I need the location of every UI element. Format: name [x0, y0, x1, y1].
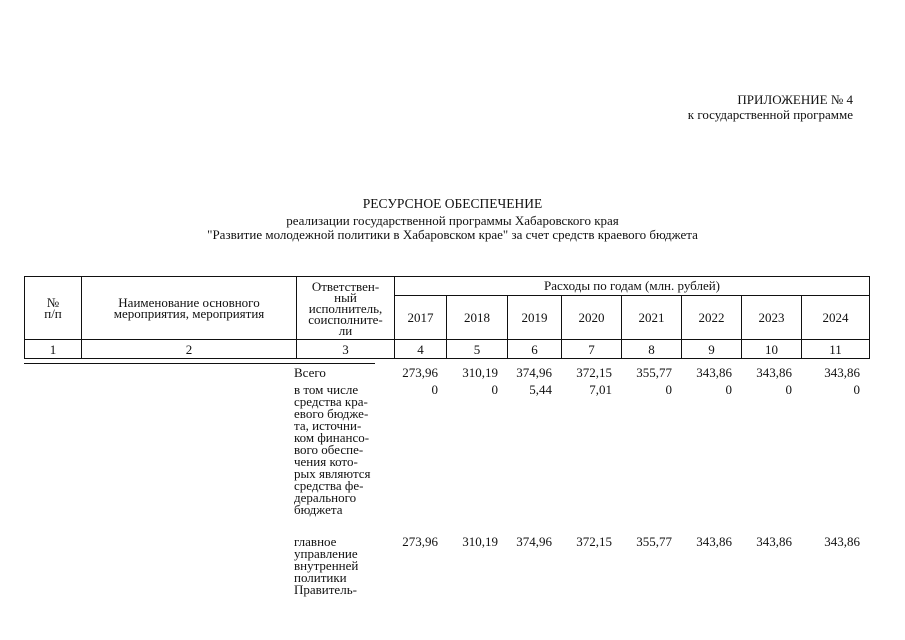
column-number: 3: [297, 340, 395, 359]
row-total-2018: 310,19: [462, 365, 498, 380]
row-executor-2019: 374,96: [516, 534, 552, 549]
header-num-line1: №: [46, 295, 60, 310]
row-total-2023: 343,86: [756, 365, 792, 380]
row-total-2022: 343,86: [696, 365, 732, 380]
row-executor-2018: 310,19: [462, 534, 498, 549]
row-total-2017: 273,96: [402, 365, 438, 380]
label-line: средства фе-: [294, 478, 364, 493]
row-total-label: Всего: [294, 365, 326, 380]
label-line: Правитель-: [294, 582, 357, 597]
row-federal-label: [294, 384, 394, 516]
header-year-2024: 2024: [802, 296, 870, 340]
column-number: 1: [25, 340, 82, 359]
row-total-2019: 374,96: [516, 365, 552, 380]
row-executor-2022: 343,86: [696, 534, 732, 549]
label-line: рых являются: [294, 466, 371, 481]
label-line: политики: [294, 570, 347, 585]
label-line: дерального: [294, 490, 357, 505]
row-total-2024: 343,86: [824, 365, 860, 380]
row-federal-2024: 0: [853, 382, 860, 397]
label-line: евого бюдже-: [294, 406, 369, 421]
row-executor-2017: 273,96: [402, 534, 438, 549]
label-line: внутренней: [294, 558, 359, 573]
header-executor-line: соисполните-: [308, 311, 383, 327]
header-num-line2: п/п: [44, 306, 62, 321]
annex-header: [688, 92, 853, 122]
label-line: в том числе: [294, 382, 359, 397]
header-year-2019: 2019: [508, 296, 562, 340]
row-executor-2021: 355,77: [636, 534, 672, 549]
header-year-2020: 2020: [562, 296, 622, 340]
header-executor: [297, 277, 395, 340]
header-year-2018: 2018: [447, 296, 508, 340]
label-line: бюджета: [294, 502, 343, 517]
document-subtitle-line2: "Развитие молодежной политики в Хабаровском крае" за счет средств краевого бюджета: [207, 227, 698, 242]
row-federal-2020: 7,01: [589, 382, 612, 397]
row-federal-2019: 5,44: [529, 382, 552, 397]
header-name-line2: мероприятия, мероприятия: [113, 306, 265, 321]
column-number: 8: [622, 340, 682, 359]
row-executor-2024: 343,86: [824, 534, 860, 549]
row-federal-2017: 0: [431, 382, 438, 397]
row-executor-2020: 372,15: [576, 534, 612, 549]
row-total-2021: 355,77: [636, 365, 672, 380]
column-number: 6: [508, 340, 562, 359]
header-num: [25, 277, 82, 340]
header-name-line1: Наименование основного: [118, 295, 260, 310]
label-line: вого обеспе-: [294, 442, 364, 457]
column-number: 4: [395, 340, 447, 359]
column-number: 11: [802, 340, 870, 359]
header-year-2021: 2021: [622, 296, 682, 340]
annex-subtitle: к государственной программе: [687, 107, 853, 122]
row-divider: [24, 363, 375, 364]
column-number: 9: [682, 340, 742, 359]
label-line: чения кото-: [294, 454, 358, 469]
resource-table-header: [24, 276, 870, 359]
header-name: [82, 277, 297, 340]
row-federal-2023: 0: [785, 382, 792, 397]
row-federal-2018: 0: [491, 382, 498, 397]
row-executor-label: [294, 536, 394, 596]
annex-title: ПРИЛОЖЕНИЕ № 4: [737, 92, 853, 107]
header-expenses: Расходы по годам (млн. рублей): [395, 277, 870, 296]
header-year-2022: 2022: [682, 296, 742, 340]
row-federal-2022: 0: [725, 382, 732, 397]
document-subtitle-line1: реализации государственной программы Хабаровского края: [286, 213, 619, 228]
header-executor-line: Ответствен-: [311, 278, 380, 294]
document-title: РЕСУРСНОЕ ОБЕСПЕЧЕНИЕ: [362, 196, 543, 211]
header-year-2017: 2017: [395, 296, 447, 340]
header-executor-line: ли: [338, 322, 353, 338]
header-year-2023: 2023: [742, 296, 802, 340]
header-executor-line: исполнитель,: [308, 300, 383, 316]
label-line: главное: [294, 534, 337, 549]
label-line: ком финансо-: [294, 430, 370, 445]
label-line: та, источни-: [294, 418, 362, 433]
column-number: 10: [742, 340, 802, 359]
label-line: управление: [294, 546, 358, 561]
column-number: 7: [562, 340, 622, 359]
header-executor-line: ный: [334, 289, 357, 305]
column-number: 2: [82, 340, 297, 359]
row-executor-2023: 343,86: [756, 534, 792, 549]
row-federal-2021: 0: [665, 382, 672, 397]
row-total-2020: 372,15: [576, 365, 612, 380]
label-line: средства кра-: [294, 394, 368, 409]
column-number: 5: [447, 340, 508, 359]
